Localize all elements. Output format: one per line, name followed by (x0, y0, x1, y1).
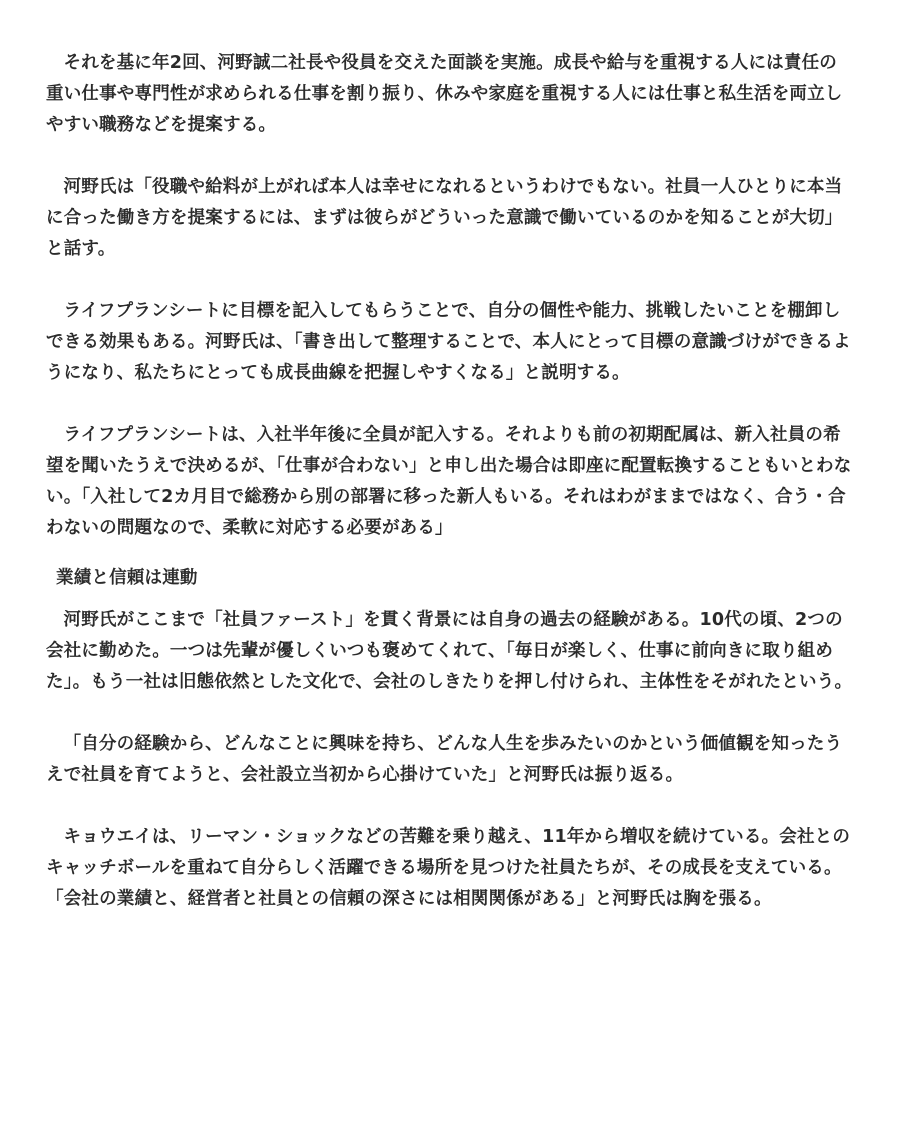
paragraph: ライフプランシートは、入社半年後に全員が記入する。それよりも前の初期配属は、新入社員の希望を聞いたうえで決めるが、「仕事が合わない」と申し出た場合は即座に配置転換することもいとわない。「入社して2カ月目で総務から別の部署に移った新人もいる。それはわがままではなく、合う・合わないの問題なので、柔軟に対応する必要がある」 (46, 425, 852, 538)
paragraph: キョウエイは、リーマン・ショックなどの苦難を乗り越え、11年から増収を続けている。会社とのキャッチボールを重ねて自分らしく活躍できる場所を見つけた社員たちが、その成長を支えている。「会社の業績と、経営者と社員との信頼の深さには相関関係がある」と河野氏は胸を張る。 (46, 827, 851, 909)
paragraph: 河野氏は「役職や給料が上がれば本人は幸せになれるというわけでもない。社員一人ひとりに本当に合った働き方を提案するには、まずは彼らがどういった意識で働いているのかを知ることが大切」と話す。 (46, 177, 843, 259)
article-body (46, 48, 854, 946)
paragraph: 河野氏がここまで「社員ファースト」を貫く背景には自身の過去の経験がある。10代の頃、2つの会社に勤めた。一つは先輩が優しくいつも褒めてくれて、「毎日が楽しく、仕事に前向きに取り組めた」。もう一社は旧態依然とした文化で、会社のしきたりを押し付けられ、主体性をそがれたという。 (46, 610, 853, 692)
section-heading: 業績と信頼は連動 (56, 568, 198, 588)
paragraph: ライフプランシートに目標を記入してもらうことで、自分の個性や能力、挑戦したいことを棚卸しできる効果もある。河野氏は、「書き出して整理することで、本人にとって目標の意識づけができるようになり、私たちにとっても成長曲線を把握しやすくなる」と説明する。 (46, 301, 851, 383)
paragraph: それを基に年2回、河野誠二社長や役員を交えた面談を実施。成長や給与を重視する人には責任の重い仕事や専門性が求められる仕事を割り振り、休みや家庭を重視する人には仕事と私生活を両立しやすい職務などを提案する。 (46, 53, 843, 135)
paragraph: 「自分の経験から、どんなことに興味を持ち、どんな人生を歩みたいのかという価値観を知ったうえで社員を育てようと、会社設立当初から心掛けていた」と河野氏は振り返る。 (46, 734, 843, 785)
